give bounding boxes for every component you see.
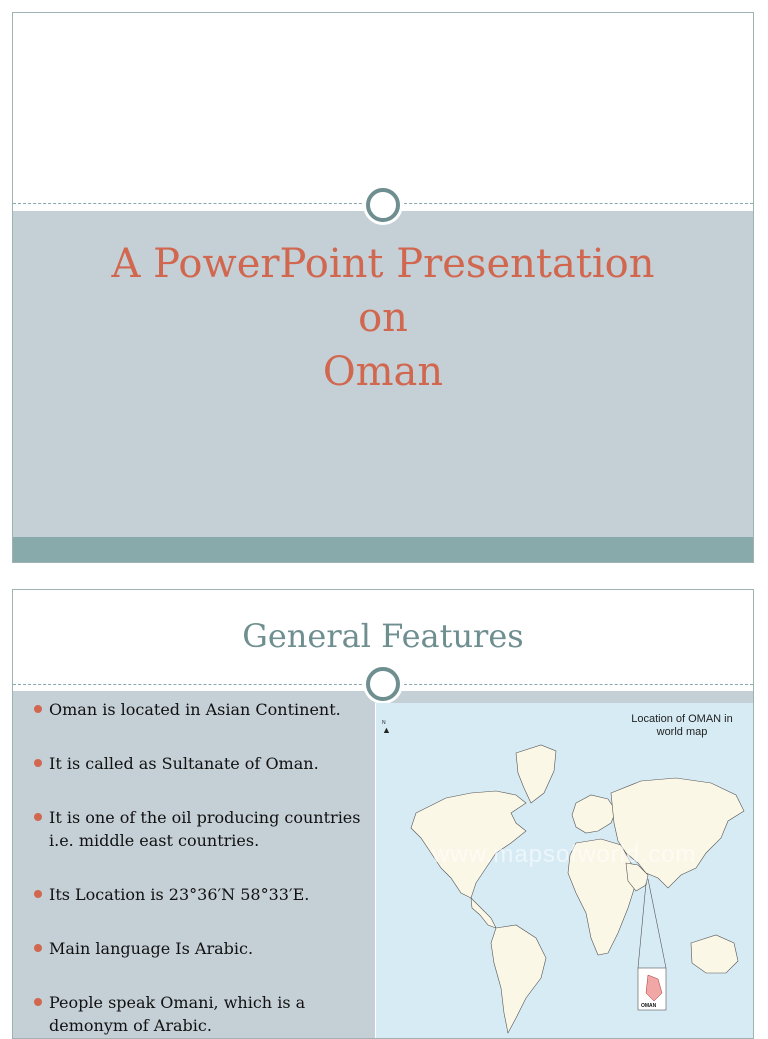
greenland-shape (516, 745, 556, 803)
bullet-list (33, 698, 379, 1037)
title-slide (12, 12, 754, 563)
bottom-bar (13, 537, 753, 563)
central-america-shape (471, 898, 496, 928)
south-america-shape (491, 925, 546, 1033)
watermark-text: www.mapsofworld.com (432, 841, 697, 868)
bullet-item: People speak Omani, which is a demonym of Arabic. (33, 991, 379, 1037)
europe-shape (572, 795, 616, 833)
oman-inset-label: OMAN (641, 1003, 657, 1009)
map-title: Location of OMAN in world map (631, 713, 733, 738)
north-arrow-icon: N ▲ (382, 720, 391, 735)
general-features-slide (12, 589, 754, 1039)
bullet-item: Oman is located in Asian Continent. (33, 698, 379, 721)
bullet-dot-icon (34, 759, 42, 767)
bullet-dot-icon (34, 890, 42, 898)
circle-ornament-icon (366, 188, 400, 222)
bullet-item: It is one of the oil producing countries i.e. middle east countries. (33, 806, 379, 852)
bullet-item: It is called as Sultanate of Oman. (33, 752, 379, 775)
title-line-2: on (358, 295, 408, 341)
inset-pointer-line (638, 883, 646, 968)
slide-title (13, 237, 753, 399)
circle-ornament-icon (366, 667, 400, 701)
australia-shape (691, 935, 738, 973)
bullet-item: Main language Is Arabic. (33, 937, 379, 960)
world-map-image (375, 703, 754, 1039)
bullet-dot-icon (34, 998, 42, 1006)
title-line-3: Oman (322, 349, 444, 395)
bullet-dot-icon (34, 705, 42, 713)
bullet-dot-icon (34, 944, 42, 952)
slide-heading: General Features (242, 617, 524, 655)
inset-pointer-line (648, 879, 666, 968)
world-map-graphic (376, 703, 754, 1039)
title-line-1: A PowerPoint Presentation (111, 241, 655, 287)
bullet-dot-icon (34, 813, 42, 821)
bullet-item: Its Location is 23°36′N 58°33′E. (33, 883, 379, 906)
